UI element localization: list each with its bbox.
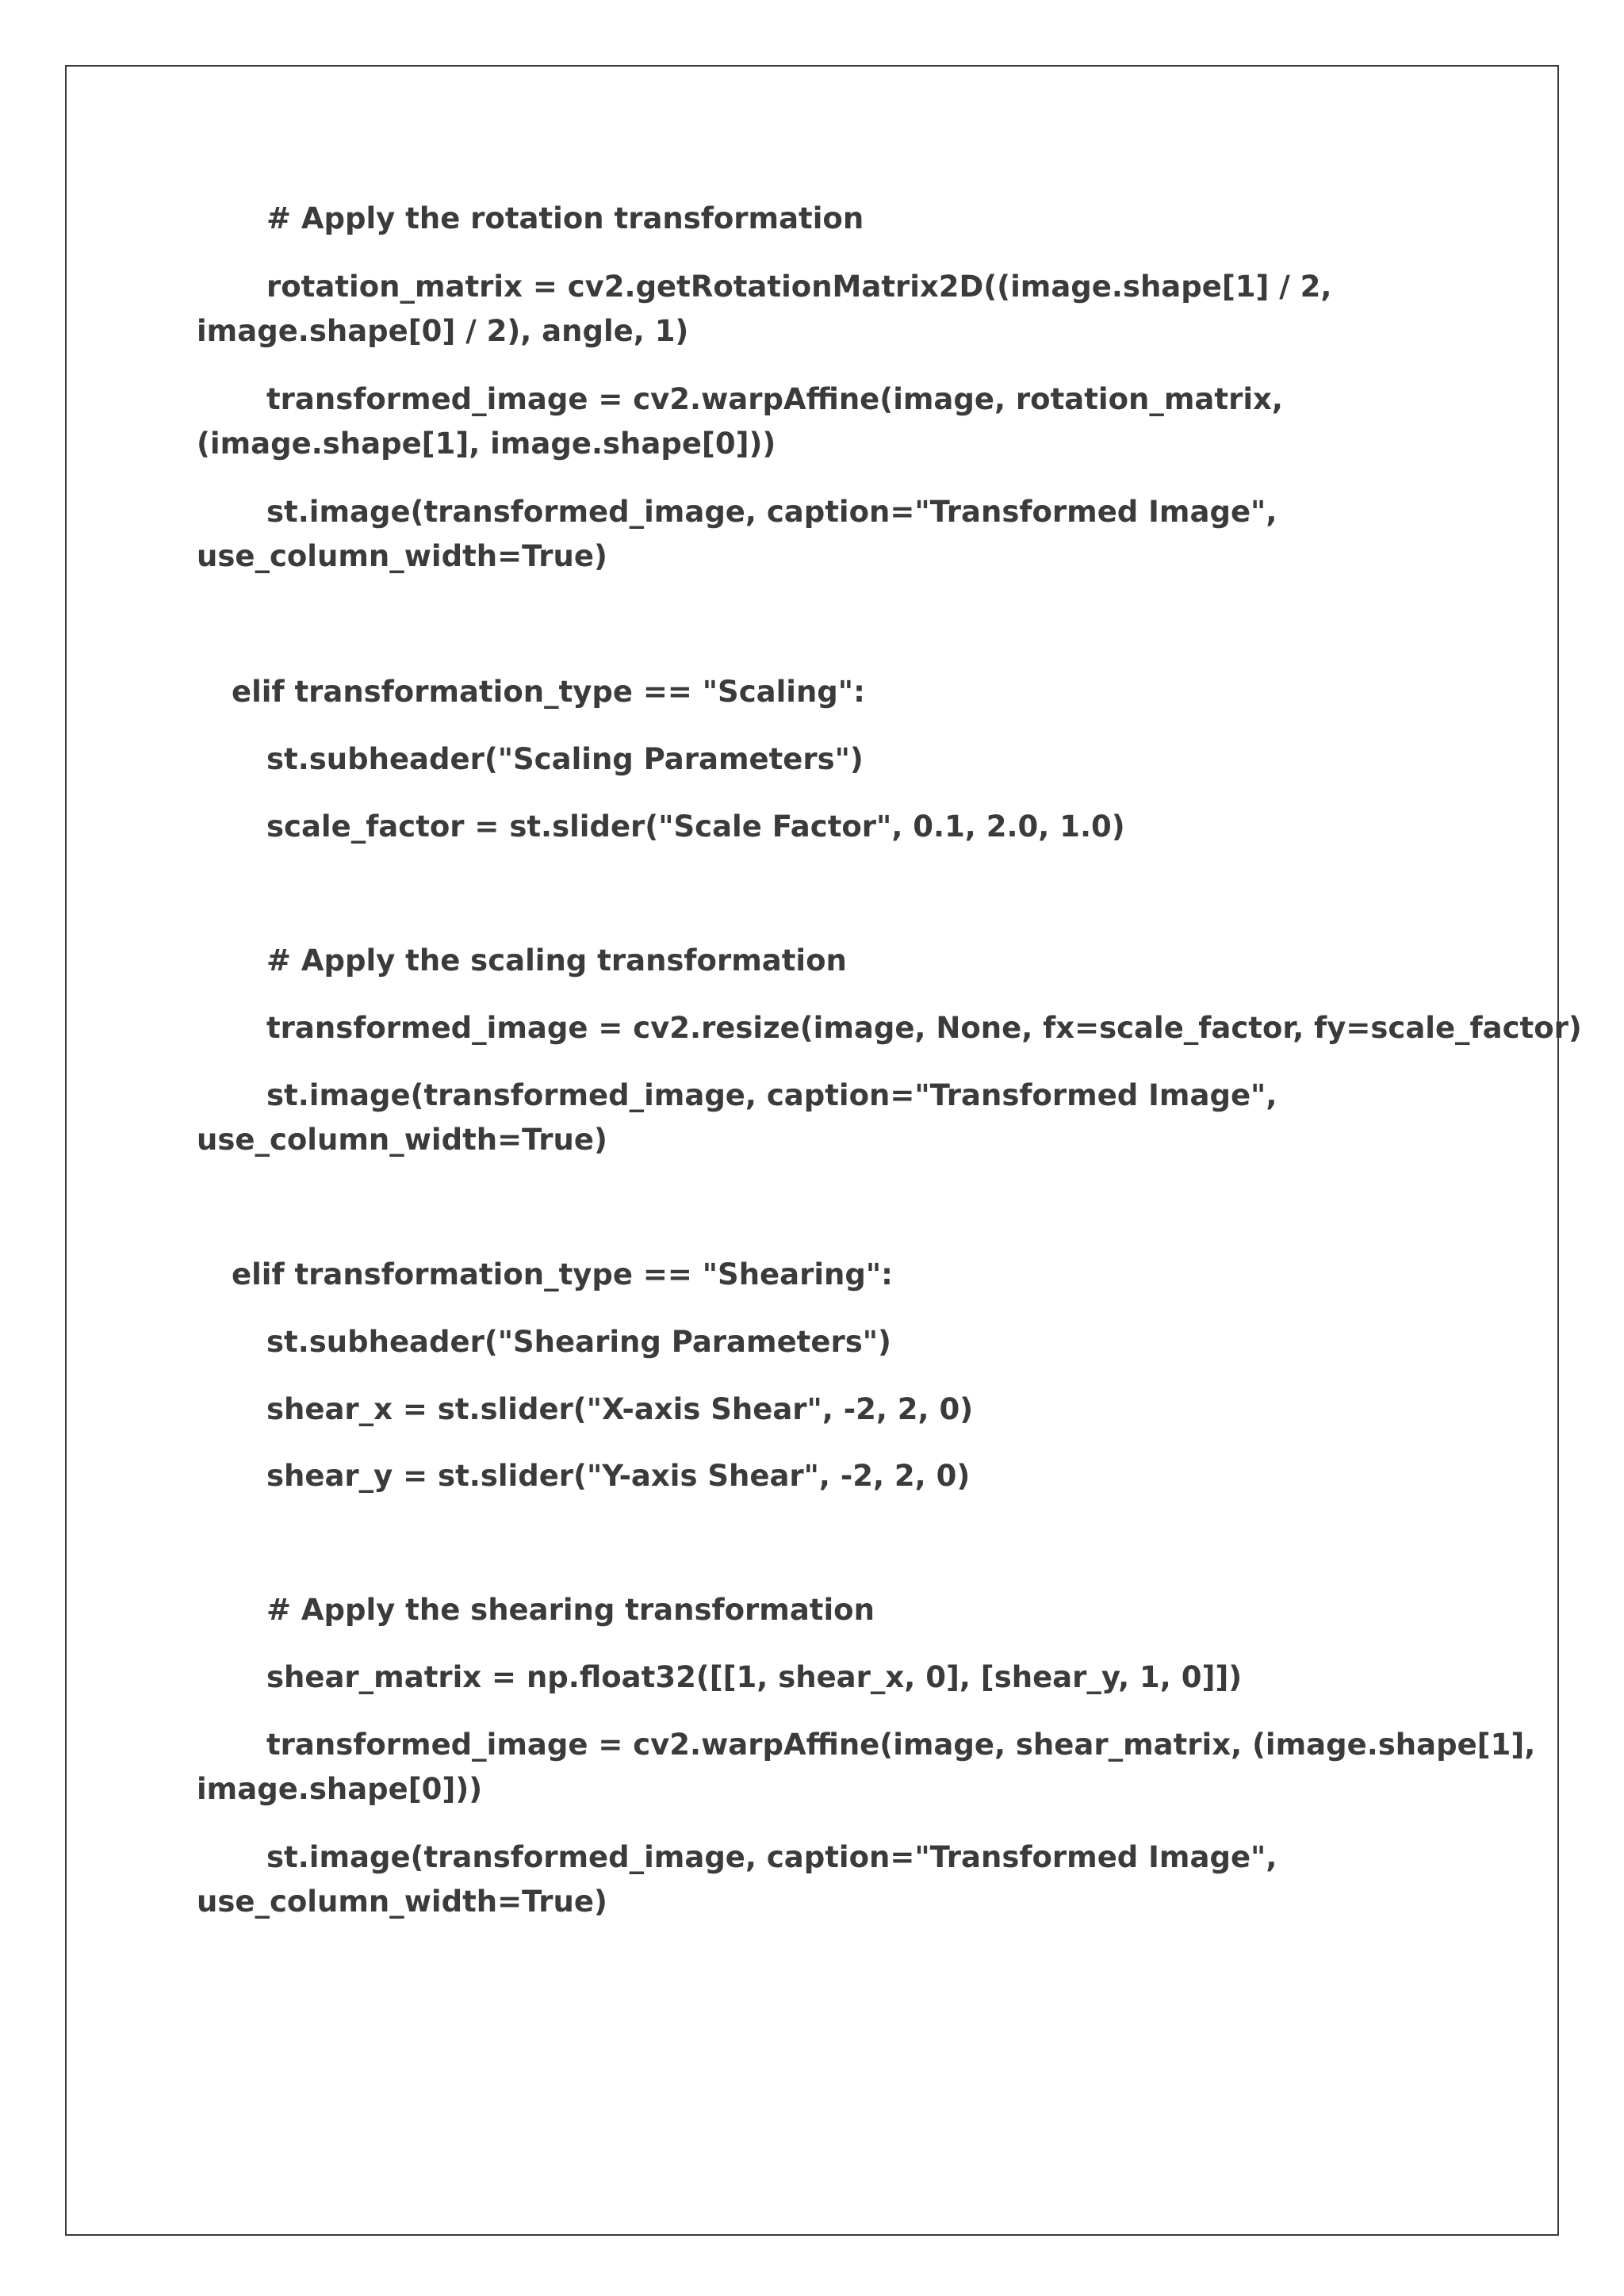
code-continuation: image.shape[0])) xyxy=(197,1772,483,1806)
code-text: rotation_matrix = cv2.getRotationMatrix2D((image.shape[1] / 2, xyxy=(266,270,1332,304)
code-text: # Apply the shearing transformation xyxy=(266,1593,875,1627)
code-text: st.image(transformed_image, caption="Transformed Image", xyxy=(266,1840,1277,1874)
code-text: scale_factor = st.slider("Scale Factor", 0.1, 2.0, 1.0) xyxy=(266,809,1125,844)
code-comment-scaling xyxy=(266,939,1519,983)
code-text: st.image(transformed_image, caption="Transformed Image", xyxy=(266,495,1277,529)
code-text: st.image(transformed_image, caption="Transformed Image", xyxy=(266,1078,1277,1112)
code-text: elif transformation_type == "Scaling": xyxy=(232,675,865,709)
code-text: elif transformation_type == "Shearing": xyxy=(232,1257,893,1292)
code-text: transformed_image = cv2.resize(image, None, fx=scale_factor, fy=scale_factor) xyxy=(266,1011,1582,1045)
code-text: # Apply the rotation transformation xyxy=(266,201,864,235)
code-comment-shearing xyxy=(266,1588,1519,1632)
code-line-shear-x xyxy=(266,1387,1519,1432)
code-line-st-image-3 xyxy=(197,1835,1519,1924)
code-continuation: use_column_width=True) xyxy=(197,1123,607,1157)
code-continuation: image.shape[0] / 2), angle, 1) xyxy=(197,314,689,348)
code-line-scale-slider xyxy=(266,805,1519,849)
code-line-st-image-2 xyxy=(197,1073,1519,1162)
code-continuation: (image.shape[1], image.shape[0])) xyxy=(197,427,776,461)
code-line-subheader-scaling xyxy=(266,737,1519,782)
code-line-warp-shear xyxy=(197,1723,1536,1812)
code-comment-rotation xyxy=(266,197,1519,241)
code-line-shear-matrix xyxy=(266,1655,1519,1700)
code-line-warp-rotation xyxy=(197,377,1519,466)
code-line-shear-y xyxy=(266,1454,1519,1498)
code-line-elif-shearing xyxy=(232,1253,1484,1297)
code-text: # Apply the scaling transformation xyxy=(266,943,847,978)
code-line-rotation-matrix xyxy=(197,265,1519,354)
code-text: transformed_image = cv2.warpAffine(image, rotation_matrix, xyxy=(266,382,1283,416)
code-line-resize xyxy=(266,1006,1582,1050)
code-text: shear_x = st.slider("X-axis Shear", -2, 2, 0) xyxy=(266,1392,974,1426)
code-line-subheader-shearing xyxy=(266,1320,1519,1364)
code-text: shear_y = st.slider("Y-axis Shear", -2, 2, 0) xyxy=(266,1459,971,1493)
code-line-st-image-1 xyxy=(197,490,1519,579)
code-continuation: use_column_width=True) xyxy=(197,1885,607,1919)
code-text: shear_matrix = np.float32([[1, shear_x, 0], [shear_y, 1, 0]]) xyxy=(266,1660,1243,1694)
code-text: transformed_image = cv2.warpAffine(image, shear_matrix, (image.shape[1], xyxy=(266,1728,1536,1762)
code-text: st.subheader("Shearing Parameters") xyxy=(266,1325,891,1359)
code-line-elif-scaling xyxy=(232,670,1484,714)
code-continuation: use_column_width=True) xyxy=(197,539,607,573)
code-text: st.subheader("Scaling Parameters") xyxy=(266,742,864,776)
